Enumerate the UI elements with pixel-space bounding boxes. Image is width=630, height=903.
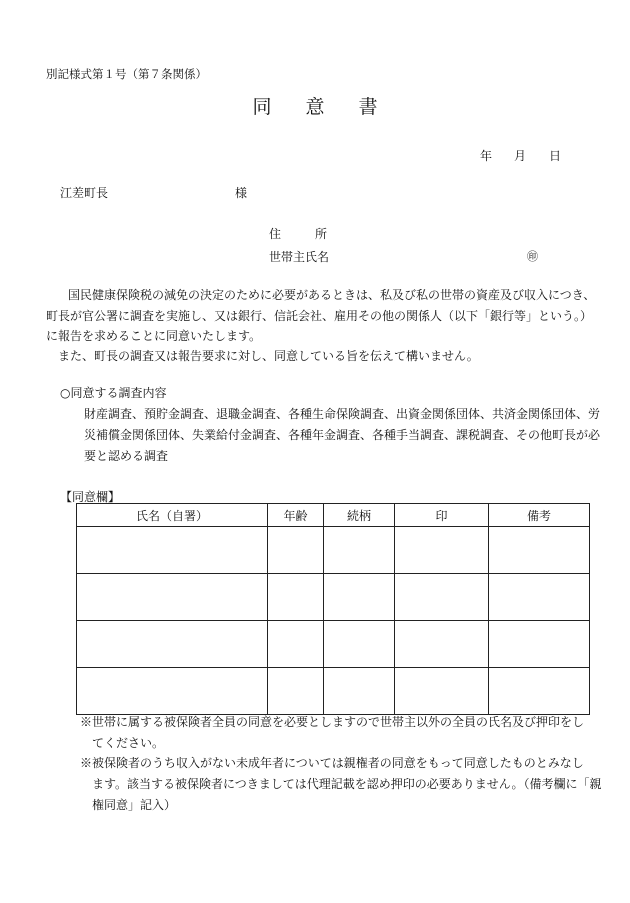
age-cell[interactable] bbox=[268, 574, 324, 621]
remarks-cell[interactable] bbox=[489, 574, 590, 621]
date-day: 日 bbox=[549, 149, 562, 163]
table-header-row bbox=[77, 504, 590, 527]
relationship-cell[interactable] bbox=[324, 668, 395, 715]
column-header-name: 氏名（自署） bbox=[77, 504, 268, 527]
note-line: ※被保険者のうち収入がない未成年者については親権者の同意をもって同意したものとみなし bbox=[80, 756, 584, 770]
table-row bbox=[77, 668, 590, 715]
paragraph-line: 町長が官公署に調査を実施し、又は銀行、信託会社、雇用その他の関係人（以下「銀行等」という。） bbox=[46, 308, 593, 323]
survey-heading: ○同意する調査内容 bbox=[60, 386, 167, 400]
relationship-cell[interactable] bbox=[324, 574, 395, 621]
consent-section-heading: 【同意欄】 bbox=[60, 490, 121, 504]
seal-mark: ㊞ bbox=[527, 250, 538, 263]
seal-cell[interactable] bbox=[395, 527, 489, 574]
survey-contents bbox=[84, 404, 601, 467]
survey-line: 財産調査、預貯金調査、退職金調査、各種生命保険調査、出資金関係団体、共済金関係団体、労 bbox=[84, 407, 601, 421]
paragraph-line: に報告を求めることに同意いたします。 bbox=[46, 329, 262, 343]
age-cell[interactable] bbox=[268, 621, 324, 668]
column-header-remarks: 備考 bbox=[489, 504, 590, 527]
name-cell[interactable] bbox=[77, 527, 268, 574]
address-label-char: 住 bbox=[269, 227, 282, 241]
date-month: 月 bbox=[514, 149, 527, 163]
note-minor-consent bbox=[80, 753, 602, 816]
note-line: ます。該当する被保険者につきましては代理記載を認め押印の必要ありません。（備考欄に「親 bbox=[80, 777, 602, 791]
paragraph-line: 国民健康保険税の減免の決定のために必要があるときは、私及び私の世帯の資産及び収入につき、 bbox=[68, 288, 596, 302]
title-char: 同 bbox=[252, 96, 272, 118]
table-row bbox=[77, 527, 590, 574]
seal-cell[interactable] bbox=[395, 621, 489, 668]
age-cell[interactable] bbox=[268, 527, 324, 574]
notification-paragraph: また、町長の調査又は報告要求に対し、同意している旨を伝えて構いません。 bbox=[58, 349, 479, 363]
date-year: 年 bbox=[480, 149, 493, 163]
column-header-age: 年齢 bbox=[268, 504, 324, 527]
address-label-char: 所 bbox=[315, 227, 328, 241]
addressee: 江差町長 bbox=[60, 186, 109, 200]
note-signature-requirement bbox=[80, 712, 586, 754]
name-cell[interactable] bbox=[77, 668, 268, 715]
remarks-cell[interactable] bbox=[489, 621, 590, 668]
remarks-cell[interactable] bbox=[489, 527, 590, 574]
note-line: 権同意」記入） bbox=[80, 798, 177, 812]
title-char: 書 bbox=[358, 96, 378, 118]
name-cell[interactable] bbox=[77, 574, 268, 621]
remarks-cell[interactable] bbox=[489, 668, 590, 715]
name-cell[interactable] bbox=[77, 621, 268, 668]
table-row bbox=[77, 574, 590, 621]
seal-cell[interactable] bbox=[395, 574, 489, 621]
consent-table bbox=[76, 503, 590, 715]
age-cell[interactable] bbox=[268, 668, 324, 715]
relationship-cell[interactable] bbox=[324, 621, 395, 668]
survey-line: 災補償金関係団体、失業給付金調査、各種年金調査、各種手当調査、課税調査、その他町長が必 bbox=[84, 428, 601, 442]
seal-cell[interactable] bbox=[395, 668, 489, 715]
honorific: 様 bbox=[235, 186, 248, 200]
table-row bbox=[77, 621, 590, 668]
column-header-relationship: 続柄 bbox=[324, 504, 395, 527]
relationship-cell[interactable] bbox=[324, 527, 395, 574]
document-title bbox=[0, 92, 630, 119]
form-number: 別記様式第１号（第７条関係） bbox=[46, 67, 207, 81]
survey-line: 要と認める調査 bbox=[84, 449, 169, 463]
title-char: 意 bbox=[305, 96, 325, 118]
householder-name-label: 世帯主氏名 bbox=[269, 250, 330, 264]
column-header-seal: 印 bbox=[395, 504, 489, 527]
note-line: てください。 bbox=[80, 736, 165, 750]
consent-paragraph bbox=[46, 285, 596, 347]
note-line: ※世帯に属する被保険者全員の同意を必要としますので世帯主以外の全員の氏名及び押印をし bbox=[80, 715, 585, 729]
